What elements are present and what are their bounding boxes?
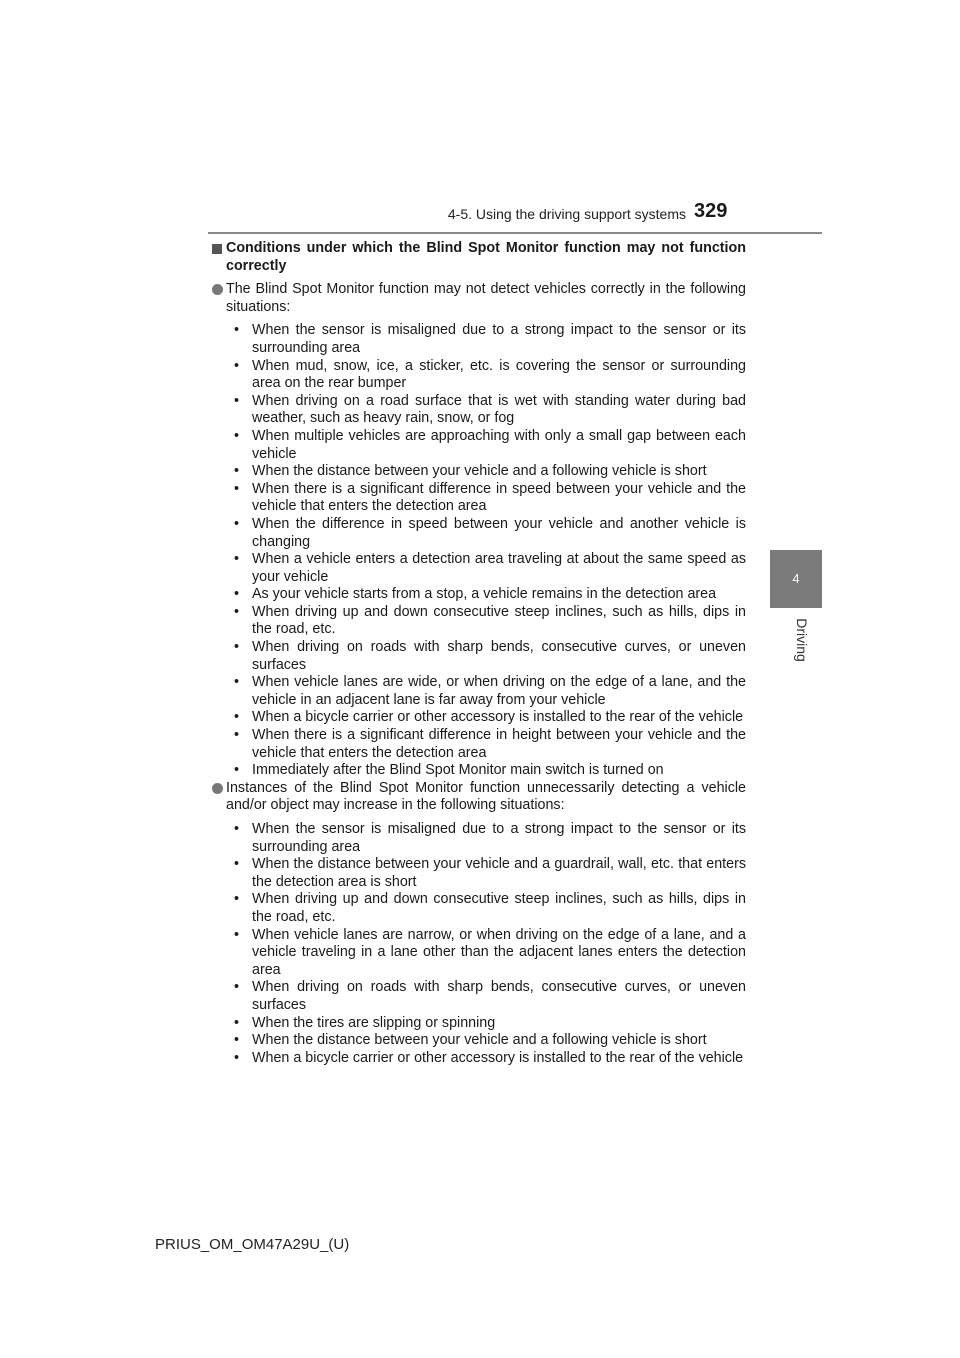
list-item: [226, 428, 746, 463]
list-item-text: When a bicycle carrier or other accessory is installed to the rear of the vehicle: [252, 1049, 744, 1066]
bullet-icon: •: [234, 979, 240, 996]
list-item: [226, 821, 746, 856]
bullet-icon: •: [234, 891, 240, 908]
bullet-icon: •: [234, 392, 240, 409]
bullet-icon: •: [234, 727, 240, 744]
bullet-icon: •: [234, 1032, 240, 1049]
chapter-label: Driving: [794, 618, 810, 662]
bullet-icon: •: [234, 515, 240, 532]
bullet-icon: •: [234, 821, 240, 837]
bullet-icon: •: [234, 1014, 240, 1031]
situation-list-1: [226, 322, 746, 779]
list-item-text: When driving up and down consecutive steep inclines, such as hills, dips in the road, etc.: [252, 603, 746, 638]
list-item: [226, 856, 746, 891]
bullet-icon: •: [234, 551, 240, 568]
bullet-icon: •: [234, 586, 240, 603]
list-item-text: When the difference in speed between your vehicle and another vehicle is changing: [252, 515, 746, 550]
list-item-text: When driving on roads with sharp bends, consecutive curves, or uneven surfaces: [252, 979, 746, 1013]
list-item-text: When the sensor is misaligned due to a strong impact to the sensor or its surrounding area: [252, 821, 746, 855]
chapter-number: 4: [792, 571, 800, 586]
bullet-icon: •: [234, 856, 240, 873]
list-item: [226, 762, 746, 780]
list-item: [226, 1032, 746, 1050]
square-bullet-icon: [212, 244, 222, 254]
paragraph-text: Instances of the Blind Spot Monitor function unnecessarily detecting a vehicle and/or object may increase in the following situations:: [226, 779, 746, 814]
list-item-text: When the distance between your vehicle and a guardrail, wall, etc. that enters the detection area is short: [252, 856, 746, 890]
list-item: [226, 674, 746, 709]
bullet-icon: •: [234, 463, 240, 480]
circle-bullet-icon: [212, 284, 223, 295]
list-item-text: When driving on a road surface that is wet with standing water during bad weather, such as heavy rain, snow, or fog: [252, 392, 746, 427]
list-item: [226, 322, 746, 357]
circle-bullet-icon: [212, 783, 223, 794]
page-number: 329: [694, 200, 728, 222]
list-item: [226, 891, 746, 926]
paragraph-not-detect: [212, 281, 746, 316]
list-item-text: When vehicle lanes are narrow, or when driving on the edge of a lane, and a vehicle traveling in a lane other than the adjacent lanes enters the detection area: [252, 926, 746, 978]
list-item-text: Immediately after the Blind Spot Monitor main switch is turned on: [252, 762, 664, 779]
list-item: [226, 393, 746, 428]
bullet-icon: •: [234, 639, 240, 656]
list-item-text: When the distance between your vehicle and a following vehicle is short: [252, 463, 707, 480]
bullet-icon: •: [234, 603, 240, 620]
list-item-text: When vehicle lanes are wide, or when driving on the edge of a lane, and the vehicle in an adjacent lane is far away from your vehicle: [252, 674, 746, 708]
list-item: [226, 927, 746, 980]
list-item-text: When the sensor is misaligned due to a strong impact to the sensor or its surrounding area: [252, 322, 746, 356]
list-item: [226, 551, 746, 586]
bullet-icon: •: [234, 427, 240, 444]
bullet-icon: •: [234, 926, 240, 943]
list-item-text: When a bicycle carrier or other accessory is installed to the rear of the vehicle: [252, 709, 744, 726]
bullet-icon: •: [234, 762, 240, 779]
paragraph-text: The Blind Spot Monitor function may not detect vehicles correctly in the following situations:: [226, 281, 746, 315]
list-item-text: When driving up and down consecutive steep inclines, such as hills, dips in the road, etc.: [252, 891, 746, 925]
list-item-text: When driving on roads with sharp bends, consecutive curves, or uneven surfaces: [252, 639, 746, 673]
list-item-text: When the distance between your vehicle and a following vehicle is short: [252, 1032, 707, 1049]
list-item: [226, 358, 746, 393]
list-item: [226, 1050, 746, 1068]
list-item-text: When there is a significant difference in speed between your vehicle and the vehicle that enters the detection area: [252, 480, 746, 515]
bullet-icon: •: [234, 709, 240, 726]
list-item: [226, 604, 746, 639]
bullet-icon: •: [234, 1049, 240, 1066]
list-item: [226, 481, 746, 516]
header-divider: [208, 232, 822, 234]
list-item-text: When multiple vehicles are approaching with only a small gap between each vehicle: [252, 427, 746, 462]
list-item: [226, 586, 746, 604]
section-heading-text: Conditions under which the Blind Spot Monitor function may not function correctly: [226, 240, 746, 274]
chapter-label-wrap: [780, 612, 820, 672]
page-content: [212, 240, 746, 1067]
paragraph-unnecessary-detect: [212, 780, 746, 815]
section-heading: [212, 240, 746, 275]
document-code: PRIUS_OM_OM47A29U_(U): [155, 1236, 350, 1253]
list-item: [226, 639, 746, 674]
list-item-text: When the tires are slipping or spinning: [252, 1014, 496, 1031]
list-item: [226, 1015, 746, 1033]
bullet-icon: •: [234, 322, 240, 339]
section-title: 4-5. Using the driving support systems: [447, 206, 686, 222]
bullet-icon: •: [234, 674, 240, 691]
list-item-text: When a vehicle enters a detection area traveling at about the same speed as your vehicle: [252, 551, 746, 585]
bullet-icon: •: [234, 357, 240, 374]
situation-list-2: [226, 821, 746, 1067]
list-item-text: When there is a significant difference in height between your vehicle and the vehicle that enters the detection area: [252, 727, 746, 761]
list-item: [226, 979, 746, 1014]
bullet-icon: •: [234, 480, 240, 497]
list-item: [226, 727, 746, 762]
list-item: [226, 516, 746, 551]
list-item-text: As your vehicle starts from a stop, a vehicle remains in the detection area: [252, 586, 717, 603]
list-item-text: When mud, snow, ice, a sticker, etc. is covering the sensor or surrounding area on the rear bumper: [252, 357, 746, 392]
list-item: [226, 709, 746, 727]
list-item: [226, 463, 746, 481]
